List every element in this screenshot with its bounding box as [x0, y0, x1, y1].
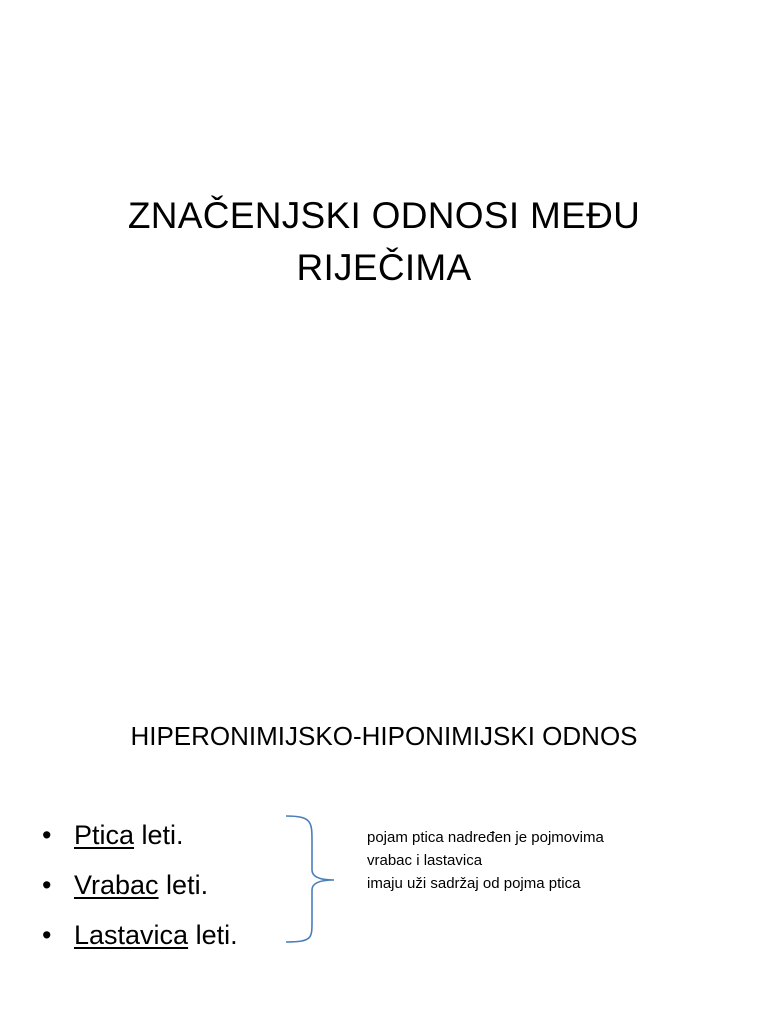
underlined-term: Lastavica	[74, 920, 189, 950]
slide-title	[0, 190, 768, 294]
bullet-icon: •	[42, 870, 52, 900]
sentence-rest: leti.	[188, 920, 238, 950]
sentence-rest: leti.	[134, 820, 184, 850]
note-line-2: vrabac i lastavica	[367, 852, 483, 869]
slide-title-line-1: ZNAČENJSKI ODNOSI MEĐU	[127, 195, 641, 236]
note-line-1: pojam ptica nadređen je pojmovima	[367, 829, 604, 846]
list-item	[42, 862, 238, 912]
bullet-icon: •	[42, 820, 52, 850]
list-item	[42, 812, 238, 862]
sentence-rest: leti.	[158, 870, 209, 900]
note-line-3: imaju uži sadržaj od pojma ptica	[367, 875, 581, 892]
example-list	[42, 812, 238, 962]
underlined-term: Ptica	[74, 820, 135, 850]
list-item	[42, 912, 238, 962]
bullet-icon: •	[42, 920, 52, 950]
underlined-term: Vrabac	[74, 870, 159, 900]
explanation-note	[367, 826, 604, 895]
slide-title-line-2: RIJEČIMA	[296, 247, 472, 288]
right-brace-icon	[282, 812, 342, 946]
section-heading: HIPERONIMIJSKO-HIPONIMIJSKI ODNOS	[130, 721, 638, 751]
